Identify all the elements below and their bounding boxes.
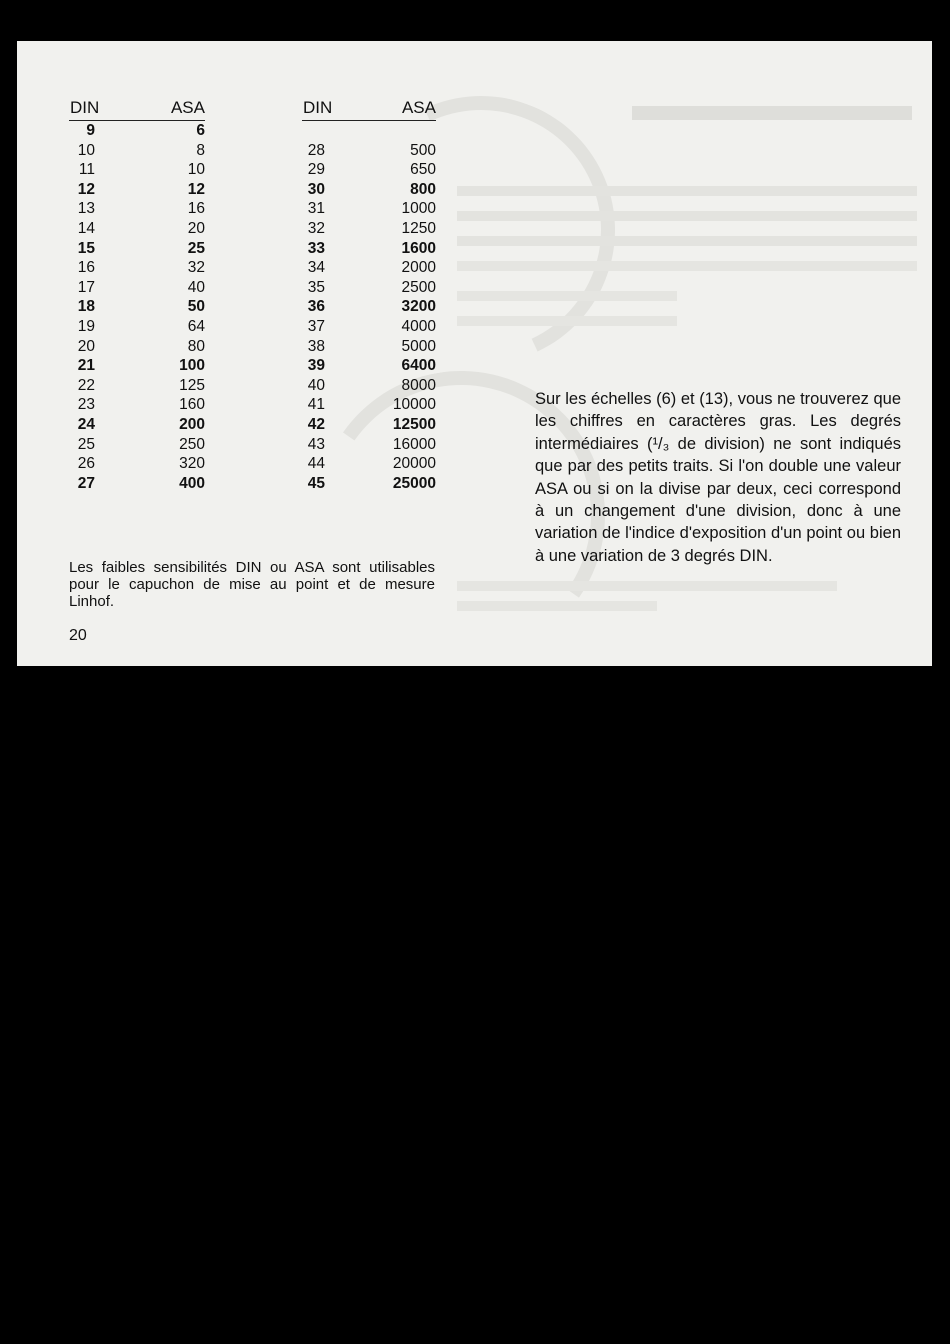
din-value: 33 bbox=[307, 239, 325, 257]
table-row bbox=[69, 435, 205, 455]
din-value: 40 bbox=[307, 376, 325, 394]
asa-value: 16000 bbox=[392, 435, 436, 453]
din-value: 19 bbox=[77, 317, 95, 335]
din-value: 11 bbox=[78, 161, 95, 179]
table-row bbox=[69, 395, 205, 415]
asa-value: 20000 bbox=[392, 455, 436, 473]
din-value: 25 bbox=[77, 435, 95, 453]
asa-value: 650 bbox=[410, 161, 436, 179]
table-row bbox=[69, 219, 205, 239]
asa-value: 500 bbox=[410, 141, 436, 159]
asa-value: 6400 bbox=[401, 357, 436, 375]
table-row bbox=[302, 395, 436, 415]
table-row bbox=[302, 258, 436, 278]
asa-value: 800 bbox=[410, 180, 436, 198]
din-value: 39 bbox=[307, 357, 325, 375]
table-row bbox=[302, 141, 436, 161]
din-value: 23 bbox=[77, 396, 95, 414]
din-value: 44 bbox=[307, 455, 325, 473]
din-value: 28 bbox=[307, 141, 325, 159]
table-row bbox=[69, 239, 205, 259]
asa-value: 1000 bbox=[401, 200, 436, 218]
table-row bbox=[69, 278, 205, 298]
asa-value: 6 bbox=[196, 122, 205, 139]
table-row bbox=[69, 160, 205, 180]
asa-value: 320 bbox=[179, 455, 205, 473]
table-row bbox=[69, 356, 205, 376]
table-row bbox=[302, 474, 436, 494]
asa-value: 12 bbox=[187, 180, 205, 198]
din-value: 45 bbox=[307, 474, 325, 492]
table-row bbox=[302, 317, 436, 337]
bleed-through-text bbox=[457, 316, 677, 326]
table-row bbox=[69, 317, 205, 337]
din-value: 10 bbox=[77, 141, 95, 159]
table-row bbox=[69, 474, 205, 494]
asa-value: 1600 bbox=[401, 239, 436, 257]
asa-value: 64 bbox=[187, 317, 205, 335]
bleed-through-text bbox=[457, 186, 917, 196]
table-row bbox=[69, 121, 205, 141]
din-value: 34 bbox=[307, 259, 325, 277]
asa-value: 125 bbox=[179, 376, 205, 394]
table-row bbox=[69, 297, 205, 317]
asa-value: 250 bbox=[179, 435, 205, 453]
table-rows-right bbox=[302, 121, 436, 493]
asa-value: 3200 bbox=[401, 298, 436, 316]
table-row bbox=[302, 278, 436, 298]
asa-header: ASA bbox=[401, 98, 436, 117]
bleed-through-text bbox=[632, 106, 912, 120]
document-page bbox=[17, 41, 932, 666]
asa-value: 100 bbox=[179, 357, 205, 375]
din-value: 29 bbox=[307, 161, 325, 179]
bleed-through-text bbox=[457, 236, 917, 246]
bleed-through-text bbox=[457, 211, 917, 221]
table-row bbox=[69, 454, 205, 474]
din-value: 15 bbox=[77, 239, 95, 257]
table-row bbox=[302, 376, 436, 396]
table-row bbox=[69, 199, 205, 219]
asa-value: 5000 bbox=[401, 337, 436, 355]
table-row bbox=[302, 199, 436, 219]
asa-value: 12500 bbox=[392, 415, 436, 433]
din-value: 42 bbox=[307, 415, 325, 433]
din-value: 43 bbox=[307, 435, 325, 453]
din-header: DIN bbox=[70, 98, 100, 117]
asa-value: 400 bbox=[179, 474, 205, 492]
table-row bbox=[302, 160, 436, 180]
asa-value: 4000 bbox=[401, 317, 436, 335]
table-header bbox=[69, 96, 205, 121]
table-row bbox=[302, 356, 436, 376]
table-row bbox=[302, 415, 436, 435]
bleed-through-text bbox=[457, 601, 657, 611]
asa-value: 10 bbox=[187, 161, 205, 179]
table-row bbox=[302, 337, 436, 357]
table-row bbox=[302, 219, 436, 239]
table-row bbox=[302, 239, 436, 259]
din-value: 35 bbox=[307, 278, 325, 296]
table-row bbox=[69, 376, 205, 396]
din-value: 13 bbox=[77, 200, 95, 218]
asa-value: 32 bbox=[187, 259, 205, 277]
asa-value: 16 bbox=[187, 200, 205, 218]
din-value: 30 bbox=[307, 180, 325, 198]
table-row bbox=[69, 141, 205, 161]
asa-value: 8000 bbox=[401, 376, 436, 394]
asa-value: 25 bbox=[187, 239, 205, 257]
asa-value: 1250 bbox=[401, 219, 436, 237]
asa-value: 8 bbox=[196, 141, 205, 159]
din-value: 21 bbox=[77, 357, 95, 375]
page-number: 20 bbox=[69, 627, 87, 644]
asa-value: 20 bbox=[187, 219, 205, 237]
din-value: 36 bbox=[307, 298, 325, 316]
asa-value: 2000 bbox=[401, 259, 436, 277]
din-value: 22 bbox=[77, 376, 95, 394]
table-right-group bbox=[302, 96, 436, 493]
asa-value: 25000 bbox=[392, 474, 436, 492]
table-row bbox=[302, 180, 436, 200]
din-value: 14 bbox=[77, 219, 95, 237]
din-value: 18 bbox=[77, 298, 95, 316]
din-value: 31 bbox=[307, 200, 325, 218]
asa-value: 200 bbox=[179, 415, 205, 433]
din-value: 17 bbox=[77, 278, 95, 296]
table-row bbox=[69, 180, 205, 200]
din-value: 16 bbox=[77, 259, 95, 277]
table-row bbox=[69, 415, 205, 435]
din-value: 37 bbox=[307, 317, 325, 335]
asa-header: ASA bbox=[170, 98, 205, 117]
bleed-through-text bbox=[457, 291, 677, 301]
din-header: DIN bbox=[303, 98, 333, 117]
table-left-group bbox=[69, 96, 205, 493]
bleed-through-text bbox=[457, 261, 917, 271]
din-value: 38 bbox=[307, 337, 325, 355]
table-row bbox=[302, 454, 436, 474]
asa-value: 40 bbox=[187, 278, 205, 296]
din-value: 12 bbox=[77, 180, 95, 198]
din-value: 24 bbox=[77, 415, 95, 433]
din-value: 27 bbox=[77, 474, 95, 492]
table-row bbox=[69, 258, 205, 278]
din-value: 9 bbox=[86, 122, 95, 139]
table-header bbox=[302, 96, 436, 121]
body-paragraph: Sur les échelles (6) et (13), vous ne trouverez que les chiffres en caractères gras. Les degrés intermédiaires (¹/₃ de division) ne sont indiqués que par des petits traits. Si l'on double une valeur ASA ou si on la divise par deux, ceci correspond à un changement d'une division, donc à une variation de l'indice d'exposition d'un point ou bien à une variation de 3 degrés DIN. bbox=[535, 390, 901, 565]
asa-value: 10000 bbox=[392, 396, 436, 414]
table-row bbox=[69, 337, 205, 357]
table-rows-left bbox=[69, 121, 205, 493]
table-row bbox=[302, 297, 436, 317]
bleed-through-text bbox=[457, 581, 837, 591]
din-value: 41 bbox=[307, 396, 325, 414]
asa-value: 80 bbox=[187, 337, 205, 355]
din-value: 32 bbox=[307, 219, 325, 237]
asa-value: 160 bbox=[179, 396, 205, 414]
din-value: 26 bbox=[77, 455, 95, 473]
asa-value: 2500 bbox=[401, 278, 436, 296]
table-row bbox=[302, 435, 436, 455]
footnote: Les faibles sensibilités DIN ou ASA sont utilisables pour le capuchon de mise au point et de mesure Linhof. bbox=[69, 559, 435, 610]
asa-value: 50 bbox=[187, 298, 205, 316]
din-value: 20 bbox=[77, 337, 95, 355]
